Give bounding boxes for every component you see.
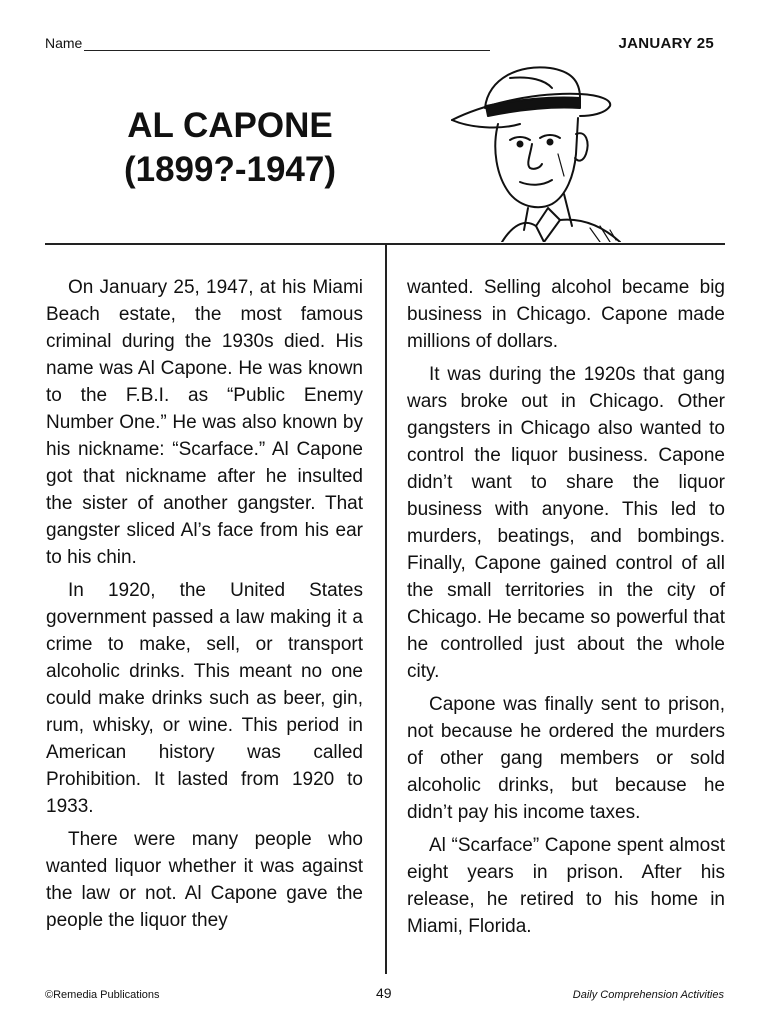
publisher-credit: ©Remedia Publications [45,989,160,1001]
name-label: Name [45,35,83,51]
paragraph: On January 25, 1947, at his Miami Beach estate, the most famous criminal during the 1930s died. His name was Al Capone. He was known to the F.B.I. as “Public Enemy Number One.” He was also known by his nickname: “Scarface.” Al Capone got that nickname after he insulted the sister of another gangster. That gangster sliced Al’s face from his ear to his chin. [46,277,363,568]
date-heading: JANUARY 25 [618,35,714,52]
title-name: AL CAPONE [127,106,333,145]
title-years: (1899?-1947) [123,150,337,189]
name-blank-line [84,36,490,51]
paragraph: There were many people who wanted liquor whether it was against the law or not. Al Capone gave the people the liquor they [46,829,363,931]
page-number: 49 [376,985,392,1001]
series-title: Daily Comprehension Activities [572,989,724,1001]
paragraph: It was during the 1920s that gang wars broke out in Chicago. Other gangsters in Chicago also wanted to control the liquor business. Capone didn’t want to share the liquor business with anyone. This led to murders, beatings, and bombings. Finally, Capone gained control of all the small territories in the city of Chicago. He became so powerful that he controlled just about the whole city. [407,364,725,682]
name-field [45,35,490,51]
left-column [46,274,363,940]
paragraph: Capone was finally sent to prison, not because he ordered the murders of other gang members or sold alcoholic drinks, but because he didn’t pay his income taxes. [407,694,725,823]
column-divider [385,244,387,974]
paragraph: In 1920, the United States government passed a law making it a crime to make, sell, or transport alcoholic drinks. This meant no one could make drinks such as beer, gin, rum, whisky, or wine. This period in American history was called Prohibition. It lasted from 1920 to 1933. [46,580,363,817]
page-title [70,104,390,192]
paragraph: Al “Scarface” Capone spent almost eight years in prison. After his release, he retired to his home in Miami, Florida. [407,835,725,937]
paragraph: wanted. Selling alcohol became big business in Chicago. Capone made millions of dollars. [407,277,725,352]
man-in-fedora-portrait-icon [440,58,660,242]
right-column [407,274,725,946]
